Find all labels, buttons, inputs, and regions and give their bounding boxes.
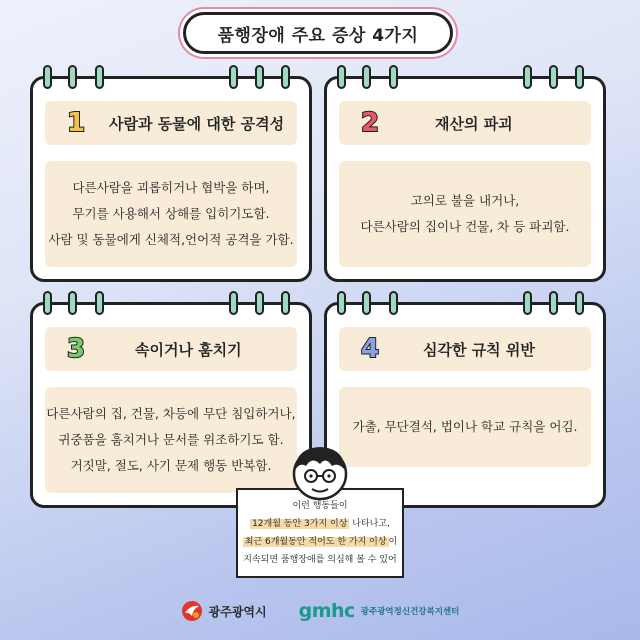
binder-ring — [549, 65, 558, 89]
binder-ring — [281, 291, 290, 315]
binder-ring — [229, 65, 238, 89]
binder-ring — [95, 65, 104, 89]
binder-ring — [549, 291, 558, 315]
note-text: 이 — [388, 537, 398, 547]
card-heading: 속이거나 훔치기 — [135, 340, 242, 359]
binder-ring — [523, 291, 532, 315]
symptom-card-1 — [30, 76, 312, 282]
card-body-line: 사람 및 동물에게 신체적,언어적 공격을 가함. — [48, 232, 294, 247]
page-title — [183, 12, 453, 54]
note-line: 이런 행동들이 — [292, 501, 348, 511]
number-badge: 3 — [66, 334, 86, 364]
symptom-card-2 — [324, 76, 606, 282]
binder-ring — [575, 291, 584, 315]
binder-ring — [43, 65, 52, 89]
binder-ring — [255, 65, 264, 89]
card-body — [339, 161, 591, 267]
gmhc-center-name: 광주광역정신건강복지센터 — [360, 607, 460, 617]
binder-ring — [389, 65, 398, 89]
number-badge: 1 — [66, 108, 86, 138]
note-text: 나타나고, — [349, 519, 390, 529]
binder-ring — [43, 291, 52, 315]
binder-ring — [362, 65, 371, 89]
card-heading-box — [45, 327, 297, 371]
card-heading-box — [339, 327, 591, 371]
binder-ring — [68, 65, 77, 89]
binder-ring — [389, 291, 398, 315]
gmhc-logo — [299, 600, 460, 622]
binder-ring — [362, 291, 371, 315]
binder-ring — [68, 291, 77, 315]
binder-ring — [229, 291, 238, 315]
card-heading: 심각한 규칙 위반 — [423, 340, 535, 359]
character-face-icon — [288, 442, 352, 502]
binder-ring — [575, 65, 584, 89]
page-title-text: 품행장애 주요 증상 4가지 — [217, 25, 419, 46]
gwangju-city-logo — [181, 600, 267, 622]
card-body-line: 다른사람의 집, 건물, 차등에 무단 침입하거나, — [46, 406, 296, 421]
card-body — [45, 387, 297, 493]
binder-ring — [337, 291, 346, 315]
card-body — [339, 387, 591, 467]
note-highlight: 12개월 동안 3가지 이상 — [252, 519, 348, 529]
note-highlight: 최근 6개월동안 적어도 한 가지 이상 — [244, 537, 387, 547]
gwangju-city-name: 광주광역시 — [208, 604, 267, 619]
card-body-line: 고의로 불을 내거나, — [410, 193, 520, 208]
number-badge: 4 — [360, 334, 380, 364]
binder-ring — [281, 65, 290, 89]
footer — [0, 598, 640, 624]
card-heading-box — [45, 101, 297, 145]
note-line — [250, 515, 390, 533]
card-body-line: 다른사람을 괴롭히거나 협박을 하며, — [72, 180, 270, 195]
gwangju-emblem-icon — [181, 600, 203, 622]
gmhc-wordmark: gmhc — [298, 600, 355, 622]
binder-ring — [255, 291, 264, 315]
card-body-line: 무기를 사용해서 상해를 입히기도함. — [72, 206, 270, 221]
card-heading-box — [339, 101, 591, 145]
binder-ring — [95, 291, 104, 315]
card-body-line: 다른사람의 집이나 건물, 차 등 파괴함. — [360, 219, 570, 234]
number-badge: 2 — [360, 108, 380, 138]
symptom-card-3 — [30, 302, 312, 508]
card-body-line: 거짓말, 절도, 사기 문제 행동 반복함. — [70, 458, 272, 473]
card-heading: 사람과 동물에 대한 공격성 — [109, 114, 285, 133]
symptom-card-4 — [324, 302, 606, 508]
note-line — [243, 533, 397, 551]
card-body — [45, 161, 297, 267]
card-heading: 재산의 파괴 — [435, 114, 513, 133]
note-line: 지속되면 품행장애를 의심해 볼 수 있어 — [243, 555, 397, 565]
card-body-line: 가출, 무단결석, 법이나 학교 규칙을 어김. — [352, 419, 578, 434]
binder-ring — [337, 65, 346, 89]
card-body-line: 귀중품을 훔치거나 문서를 위조하기도 함. — [58, 432, 284, 447]
binder-ring — [523, 65, 532, 89]
